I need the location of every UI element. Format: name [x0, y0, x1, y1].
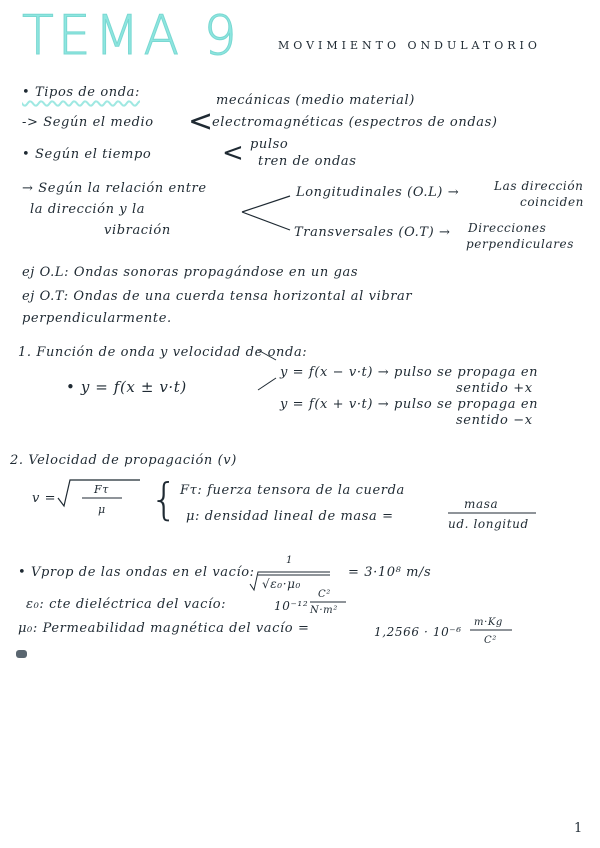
brace-medio: < — [188, 104, 214, 139]
trans-note-1: Direcciones — [468, 221, 547, 235]
v-equation: v = — [32, 491, 57, 506]
mu-definition: μ: densidad lineal de masa = — [186, 509, 394, 524]
example-ol: ej O.L: Ondas sonoras propagándose en un gas — [22, 265, 359, 280]
section-1-heading: 1. Función de onda y velocidad de onda: — [18, 345, 308, 360]
v-numerator: Fτ — [94, 483, 109, 496]
eps-unit-numerator: C² — [318, 589, 331, 600]
tipos-heading: • Tipos de onda: — [22, 85, 140, 100]
mu-masa: masa — [464, 497, 499, 511]
relacion-label-1: → Según la relación entre — [22, 181, 207, 196]
brace-tiempo: < — [222, 138, 244, 168]
v-denominator: μ — [98, 503, 106, 516]
wave-case-1: y = f(x − v·t) → pulso se propaga en — [280, 365, 539, 380]
wave-case-1-direction: sentido +x — [456, 381, 533, 396]
brace-definitions: { — [150, 474, 178, 525]
trans-item: Transversales (O.T) → — [294, 225, 451, 240]
ink-mark — [16, 650, 27, 658]
page-number: 1 — [574, 821, 583, 836]
eps-definition: ε₀: cte dieléctrica del vacío: — [26, 597, 227, 612]
topic-header: MOVIMIENTO ONDULATORIO — [278, 39, 541, 52]
tiempo-label: • Según el tiempo — [22, 147, 152, 162]
long-note-1: Las dirección — [494, 179, 584, 193]
long-item: Longitudinales (O.L) → — [296, 185, 460, 200]
vprop-denominator: √ε₀·μ₀ — [262, 577, 301, 591]
long-note-2: coinciden — [520, 195, 584, 209]
vprop-label: • Vprop de las ondas en el vacío: — [18, 565, 255, 580]
mu0-unit-denominator: C² — [484, 635, 497, 646]
tiempo-item-1: pulso — [250, 137, 289, 152]
example-ot-line-2: perpendicularmente. — [22, 311, 172, 326]
eps-value: 10⁻¹² — [274, 599, 309, 613]
section-2-heading: 2. Velocidad de propagación (v) — [10, 453, 237, 468]
tiempo-item-2: tren de ondas — [258, 154, 357, 169]
mu0-value: 1,2566 · 10⁻⁶ — [374, 625, 462, 639]
mu-longitud: ud. longitud — [448, 517, 529, 531]
wave-case-2-direction: sentido −x — [456, 413, 533, 428]
mu0-definition: μ₀: Permeabilidad magnética del vacío = — [18, 621, 310, 636]
trans-note-2: perpendiculares — [466, 237, 574, 251]
relacion-label-3: vibración — [104, 223, 171, 238]
page-title: TEMA 9 — [22, 4, 241, 68]
mu0-unit-numerator: m·Kg — [474, 617, 503, 628]
medio-item-2: electromagnéticas (espectros de ondas) — [212, 115, 498, 130]
relacion-label-2: la dirección y la — [30, 202, 146, 217]
wave-case-2: y = f(x + v·t) → pulso se propaga en — [280, 397, 539, 412]
vprop-value: = 3·10⁸ m/s — [348, 565, 432, 580]
example-ot-line-1: ej O.T: Ondas de una cuerda tensa horizontal al vibrar — [22, 289, 413, 304]
vprop-numerator: 1 — [286, 555, 293, 566]
eps-unit-denominator: N·m² — [310, 605, 338, 616]
wave-function-general: • y = f(x ± v·t) — [66, 378, 187, 396]
medio-item-1: mecánicas (medio material) — [216, 93, 415, 108]
ft-definition: Fτ: fuerza tensora de la cuerda — [180, 483, 405, 498]
medio-label: -> Según el medio — [22, 115, 154, 130]
